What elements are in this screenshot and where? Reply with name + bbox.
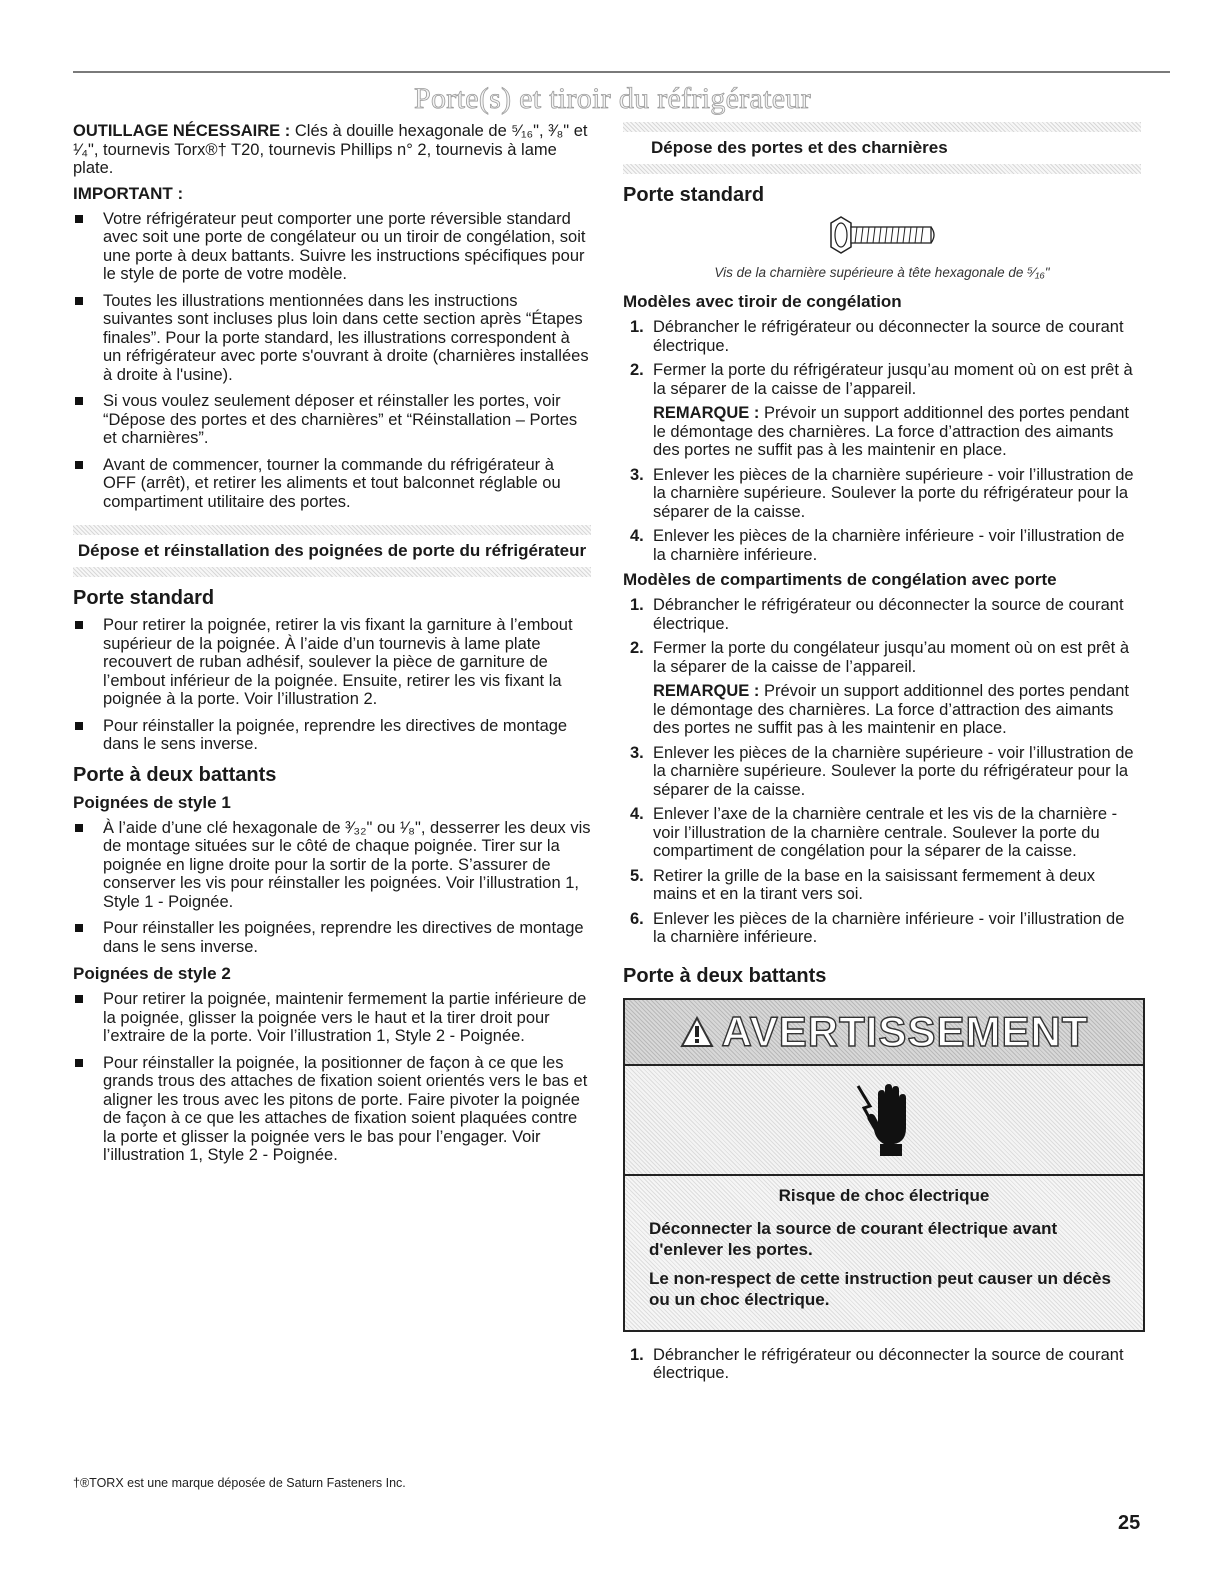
list-item (73, 1054, 591, 1165)
list-item-text: Avant de commencer, tourner la commande du réfrigérateur à OFF (arrêt), et retirer les aliments et tout balconnet réglable ou compartiment utilitaire des portes. (103, 455, 561, 511)
step-number: 4. (630, 527, 644, 545)
doors-section-header (623, 122, 1141, 174)
step-item (623, 1346, 1141, 1383)
list-item-text: Si vous voulez seulement déposer et réinstaller les portes, voir “Dépose des portes et des charnières” et “Réinstallation – Portes et charnières”. (103, 392, 578, 447)
step-item (623, 596, 1141, 633)
warning-header (625, 1000, 1143, 1064)
step-item (623, 744, 1141, 800)
list-item (73, 819, 591, 912)
page-number: 25 (1118, 1512, 1141, 1534)
warning-text-area (625, 1176, 1143, 1330)
step-number: 2. (630, 639, 644, 657)
list-item (73, 292, 591, 385)
step-number: 2. (630, 361, 644, 379)
step-number: 5. (630, 866, 644, 885)
note-paragraph (653, 404, 1141, 460)
step-text: Retirer la grille de la base en la saisissant fermement à deux mains et en la tirant vers soi. (653, 866, 1096, 903)
note-text: Prévoir un support additionnel des portes pendant le démontage des charnières. La force d’attraction des aimants des portes ne suffit pas à les maintenir en place. (653, 682, 1130, 737)
electric-shock-hand-icon (854, 1080, 914, 1160)
top-rule (73, 71, 1170, 73)
bullet-icon (75, 397, 83, 405)
step-item (623, 361, 1141, 460)
step-item (623, 910, 1141, 947)
list-item (73, 990, 591, 1046)
list-item-text: Pour réinstaller la poignée, reprendre les directives de montage dans le sens inverse. (103, 716, 568, 753)
list-item (73, 392, 591, 448)
bullet-icon (75, 461, 83, 469)
bullet-icon (75, 722, 83, 730)
step-item (623, 466, 1141, 522)
list-item (73, 717, 591, 754)
bullet-icon (75, 215, 83, 223)
standard-door-heading-right: Porte standard (623, 184, 765, 206)
right-column (623, 122, 1141, 1389)
list-item-text: Votre réfrigérateur peut comporter une porte réversible standard avec soit une porte de congélateur ou un tiroir de congélation, soit une porte à deux battants. Suivre les instructions spécifiques pour le style de porte de votre modèle. (103, 209, 586, 283)
double-door-steps (623, 1346, 1141, 1383)
step-number: 1. (630, 1345, 644, 1364)
step-text: Débrancher le réfrigérateur ou déconnecter la source de courant électrique. (653, 318, 1124, 355)
style2-list (73, 990, 591, 1165)
important-label: IMPORTANT : (73, 183, 184, 203)
screw-caption: Vis de la charnière supérieure à tête hexagonale de ⁵⁄₁₆" (714, 265, 1050, 280)
standard-door-heading: Porte standard (73, 587, 215, 609)
step-text: Fermer la porte du réfrigérateur jusqu’au moment où on est prêt à la séparer de la caisse de l’appareil. (653, 361, 1133, 398)
compartment-models-heading: Modèles de compartiments de congélation avec porte (623, 570, 1057, 589)
double-door-heading: Porte à deux battants (73, 763, 277, 786)
step-number: 3. (630, 743, 644, 762)
compartment-steps (623, 596, 1141, 947)
handles-section-title: Dépose et réinstallation des poignées de porte du réfrigérateur (77, 541, 587, 560)
list-item (73, 210, 591, 284)
note-label: REMARQUE : (653, 404, 760, 422)
section-band (73, 525, 591, 535)
step-text: Débrancher le réfrigérateur ou déconnecter la source de courant électrique. (653, 596, 1124, 633)
warning-title: AVERTISSEMENT (721, 1007, 1089, 1055)
warning-line-1: Déconnecter la source de courant électrique avant d'enlever les portes. (649, 1218, 1058, 1259)
list-item (73, 919, 591, 956)
tools-text: Clés à douille hexagonale de ⁵⁄₁₆", ³⁄₈" et ¹⁄₄", tournevis Torx®† T20, tournevis Phillips n° 2, tournevis à lame plate. (73, 122, 588, 177)
step-text: Enlever l’axe de la charnière centrale et les vis de la charnière - voir l’illustration de la charnière centrale. Soulever la porte du compartiment de congélation pour la séparer de la caisse. (653, 805, 1118, 860)
step-item (623, 805, 1141, 861)
list-item-text: À l’aide d’une clé hexagonale de ³⁄₃₂" ou ¹⁄₈", desserrer les deux vis de montage situées sur le côté de chaque poignée. Tirer sur la poignée en ligne droite pour la sortir de la porte. S’assurer de conserver les vis pour réinstaller les poignées. Voir l’illustration 1, Style 1 - Poignée. (103, 818, 591, 911)
list-item-text: Pour réinstaller la poignée, la positionner de façon à ce que les grands trous des attaches de fixation soient orientés vers le bas et aligner les trous avec les pitons de porte. Faire pivoter la poignée de façon à ce que les attaches de fixation soient plaquées contre la porte et glisser la poignée vers le bas pour l’engager. Voir l’illustration 1, Style 2 - Poignée. (103, 1053, 588, 1164)
list-item-text: Pour réinstaller les poignées, reprendre les directives de montage dans le sens inverse. (103, 919, 584, 956)
step-number: 1. (630, 596, 644, 614)
bullet-icon (75, 1059, 83, 1067)
bullet-icon (75, 621, 83, 629)
section-band (73, 567, 591, 577)
step-number: 6. (630, 909, 644, 928)
list-item (73, 616, 591, 709)
warning-triangle-icon (680, 1016, 714, 1048)
step-text: Enlever les pièces de la charnière supérieure - voir l’illustration de la charnière supérieure. Soulever la porte du réfrigérateur pour la séparer de la caisse. (653, 743, 1134, 799)
step-text: Fermer la porte du congélateur jusqu’au moment où on est prêt à la séparer de la caisse de l’appareil. (653, 639, 1130, 676)
warning-box (623, 998, 1145, 1332)
step-number: 1. (630, 318, 644, 336)
step-text: Débrancher le réfrigérateur ou déconnecter la source de courant électrique. (653, 1345, 1124, 1382)
list-item-text: Pour retirer la poignée, retirer la vis fixant la garniture à l’embout supérieur de la poignée. À l’aide d’un tournevis à lame plate recouvert de ruban adhésif, soulever la pièce de garniture de l’embout inférieur de la poignée. Ensuite, retirer les vis fixant la poignée à la porte. Voir l’illustration 2. (103, 616, 573, 708)
bullet-icon (75, 824, 83, 832)
note-text: Prévoir un support additionnel des portes pendant le démontage des charnières. La force d’attraction des aimants des portes ne suffit pas à les maintenir en place. (653, 404, 1130, 459)
step-number: 3. (630, 465, 644, 484)
bullet-icon (75, 924, 83, 932)
doors-section-title: Dépose des portes et des charnières (651, 138, 948, 157)
hex-screw-icon (827, 215, 937, 255)
drawer-steps (623, 318, 1141, 564)
left-column (73, 122, 591, 1173)
bullet-icon (75, 995, 83, 1003)
tools-paragraph (73, 122, 591, 178)
warning-line-2: Le non-respect de cette instruction peut causer un décès ou un choc électrique. (649, 1268, 1111, 1309)
step-text: Enlever les pièces de la charnière inférieure - voir l’illustration de la charnière inférieure. (653, 909, 1125, 946)
step-item (623, 318, 1141, 355)
standard-door-list (73, 616, 591, 754)
style2-heading: Poignées de style 2 (73, 964, 231, 983)
style1-list (73, 819, 591, 957)
step-text: Enlever les pièces de la charnière inférieure - voir l’illustration de la charnière inférieure. (653, 527, 1125, 564)
step-text: Enlever les pièces de la charnière supérieure - voir l’illustration de la charnière supérieure. Soulever la porte du réfrigérateur pour la séparer de la caisse. (653, 465, 1134, 521)
step-item (623, 639, 1141, 738)
note-label: REMARQUE : (653, 682, 760, 700)
tools-label: OUTILLAGE NÉCESSAIRE : (73, 122, 291, 140)
note-paragraph (653, 682, 1141, 738)
list-item-text: Pour retirer la poignée, maintenir fermement la partie inférieure de la poignée, glisser la poignée vers le haut et la tirer droit pour l’extraire de la porte. Voir l’illustration 1, Style 2 - Poignée. (103, 990, 587, 1045)
double-door-heading-right: Porte à deux battants (623, 964, 827, 987)
drawer-models-heading: Modèles avec tiroir de congélation (623, 292, 902, 311)
list-item (73, 456, 591, 512)
step-item (623, 867, 1141, 904)
section-band (623, 164, 1141, 174)
list-item-text: Toutes les illustrations mentionnées dans les instructions suivantes sont incluses plus loin dans cette section après “Étapes finales”. Pour la porte standard, les illustrations correspondent à un réfrigérateur avec porte s'ouvrant à droite (charnières installées à droite à l'usine). (103, 291, 589, 384)
style1-heading: Poignées de style 1 (73, 792, 231, 812)
handles-section-header (73, 525, 591, 577)
section-band (623, 122, 1141, 132)
warning-risk: Risque de choc électrique (778, 1185, 990, 1205)
step-item (623, 527, 1141, 564)
step-number: 4. (630, 805, 644, 823)
screw-illustration (623, 215, 1141, 255)
important-list (73, 210, 591, 512)
bullet-icon (75, 297, 83, 305)
footnote: †®TORX est une marque déposée de Saturn Fasteners Inc. (73, 1476, 406, 1490)
warning-icon-row (625, 1064, 1143, 1176)
page-title: Porte(s) et tiroir du réfrigérateur (414, 82, 811, 115)
